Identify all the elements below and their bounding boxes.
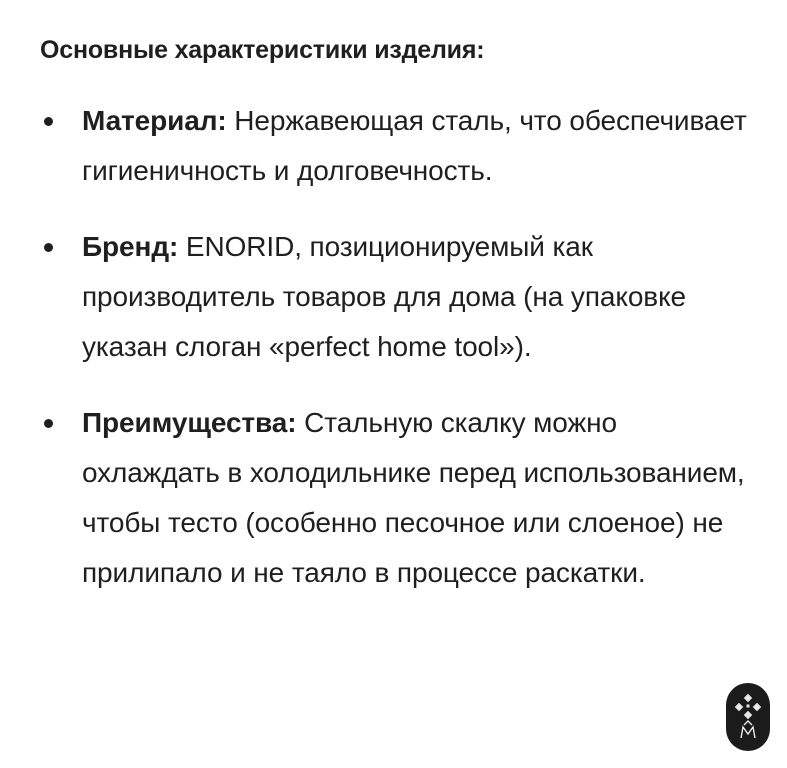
list-item-brand — [40, 222, 760, 372]
feature-text: ENORID, позиционируемый как производитель товаров для дома (на упаковке указан слоган «perfect home tool»). — [82, 231, 687, 362]
ornament-logo-icon — [733, 691, 763, 743]
section-heading: Основные характеристики изделия: — [40, 36, 485, 64]
feature-text: Стальную скалку можно охлаждать в холодильнике перед использованием, чтобы тесто (особенно песочное или слоеное) не прилипало и не таяло в процессе раскатки. — [82, 407, 745, 588]
feature-list — [40, 96, 760, 598]
list-item-material — [40, 96, 760, 196]
feature-term: Преимущества: — [82, 407, 297, 438]
list-item-advantages — [40, 398, 760, 598]
bullet-icon — [44, 117, 53, 126]
feature-text: Нержавеющая сталь, что обеспечивает гигиеничность и долговечность. — [82, 105, 747, 186]
product-specs — [40, 26, 760, 624]
bullet-icon — [44, 419, 53, 428]
watermark-badge[interactable] — [726, 683, 770, 751]
bullet-icon — [44, 243, 53, 252]
feature-term: Бренд: — [82, 231, 179, 262]
feature-term: Материал: — [82, 105, 227, 136]
